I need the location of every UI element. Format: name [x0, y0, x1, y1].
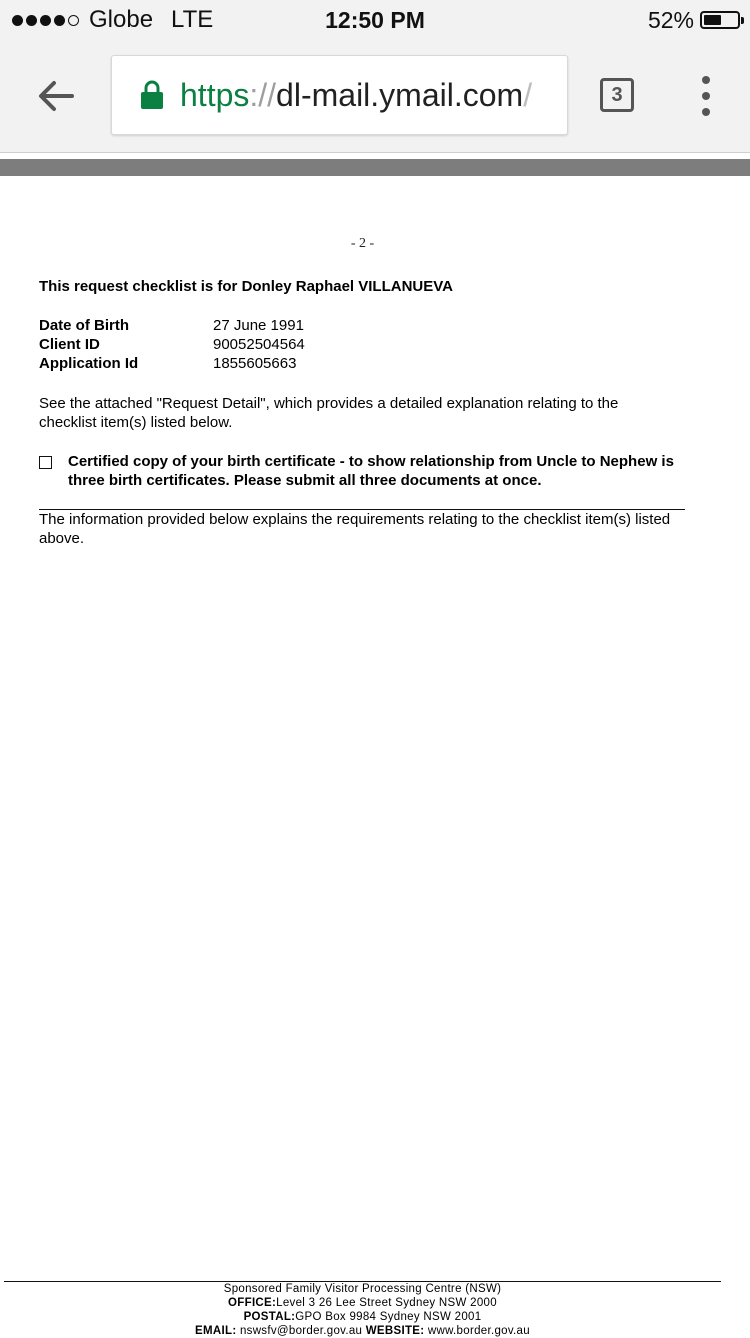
- checklist-checkbox[interactable]: [39, 456, 52, 469]
- footer-office-label: OFFICE:: [228, 1297, 277, 1309]
- footer-website-label: WEBSITE:: [365, 1325, 425, 1337]
- footer-email-value: nswsfv@border.gov.au: [239, 1325, 363, 1337]
- checklist-item: [39, 452, 689, 490]
- footer-website-value: www.border.gov.au: [427, 1325, 530, 1337]
- document-heading: This request checklist is for Donley Raphael VILLANUEVA: [39, 278, 453, 295]
- url-separator: ://: [249, 77, 277, 113]
- battery-percent: 52%: [647, 6, 694, 33]
- arrow-left-icon: [36, 76, 76, 116]
- url-host: dl-mail.ymail.com: [276, 77, 524, 113]
- pdf-viewer-band: [0, 159, 750, 176]
- intro-paragraph: See the attached "Request Detail", which provides a detailed explanation relating to the checklist item(s) listed below.: [39, 395, 619, 431]
- vertical-dots-icon: [702, 76, 710, 84]
- url-text: [180, 75, 532, 115]
- detail-value: 1855605663: [213, 355, 297, 372]
- footer-email-label: EMAIL:: [195, 1325, 237, 1337]
- detail-row: [39, 354, 305, 373]
- status-right: [648, 6, 740, 34]
- checklist-item-text: Certified copy of your birth certificate - to show relationship from Uncle to Nephew is three birth certificates. Please submit all three documents at once.: [68, 453, 674, 489]
- footer-contact: [0, 1324, 725, 1338]
- status-bar: [0, 0, 750, 40]
- footer-centre: Sponsored Family Visitor Processing Centre (NSW): [223, 1283, 502, 1295]
- footer-office-value: Level 3 26 Lee Street Sydney NSW 2000: [276, 1297, 497, 1309]
- network-type: LTE: [171, 6, 214, 33]
- detail-row: [39, 335, 305, 354]
- detail-value: 27 June 1991: [213, 317, 304, 334]
- detail-label: Date of Birth: [39, 317, 129, 334]
- vertical-dots-icon: [702, 108, 710, 116]
- info-paragraph: The information provided below explains the requirements relating to the checklist item(s) listed above.: [39, 511, 671, 547]
- vertical-dots-icon: [702, 92, 710, 100]
- page-number: - 2 -: [350, 236, 375, 251]
- footer-postal: [0, 1310, 725, 1324]
- browser-toolbar: [0, 40, 750, 153]
- detail-label: Application Id: [39, 355, 139, 372]
- detail-row: [39, 316, 305, 335]
- url-field[interactable]: [111, 55, 568, 135]
- carrier-name: Globe: [89, 6, 154, 33]
- battery-fill: [704, 15, 721, 25]
- menu-button[interactable]: [690, 76, 722, 116]
- url-trailing: /: [523, 77, 533, 113]
- detail-label: Client ID: [39, 336, 100, 353]
- document-page: [0, 176, 750, 1337]
- url-scheme: https: [180, 77, 250, 113]
- document-footer: [0, 1282, 725, 1338]
- applicant-details: [39, 316, 305, 373]
- lock-icon: [140, 80, 164, 110]
- footer-postal-value: GPO Box 9984 Sydney NSW 2001: [295, 1311, 482, 1323]
- back-button[interactable]: [30, 70, 82, 122]
- footer-postal-label: POSTAL:: [243, 1311, 296, 1323]
- battery-tip: [741, 17, 744, 24]
- footer-office: [0, 1296, 725, 1310]
- detail-value: 90052504564: [213, 336, 305, 353]
- clock: 12:50 PM: [325, 7, 425, 33]
- tabs-button[interactable]: 3: [600, 78, 634, 112]
- battery-icon: [700, 11, 740, 29]
